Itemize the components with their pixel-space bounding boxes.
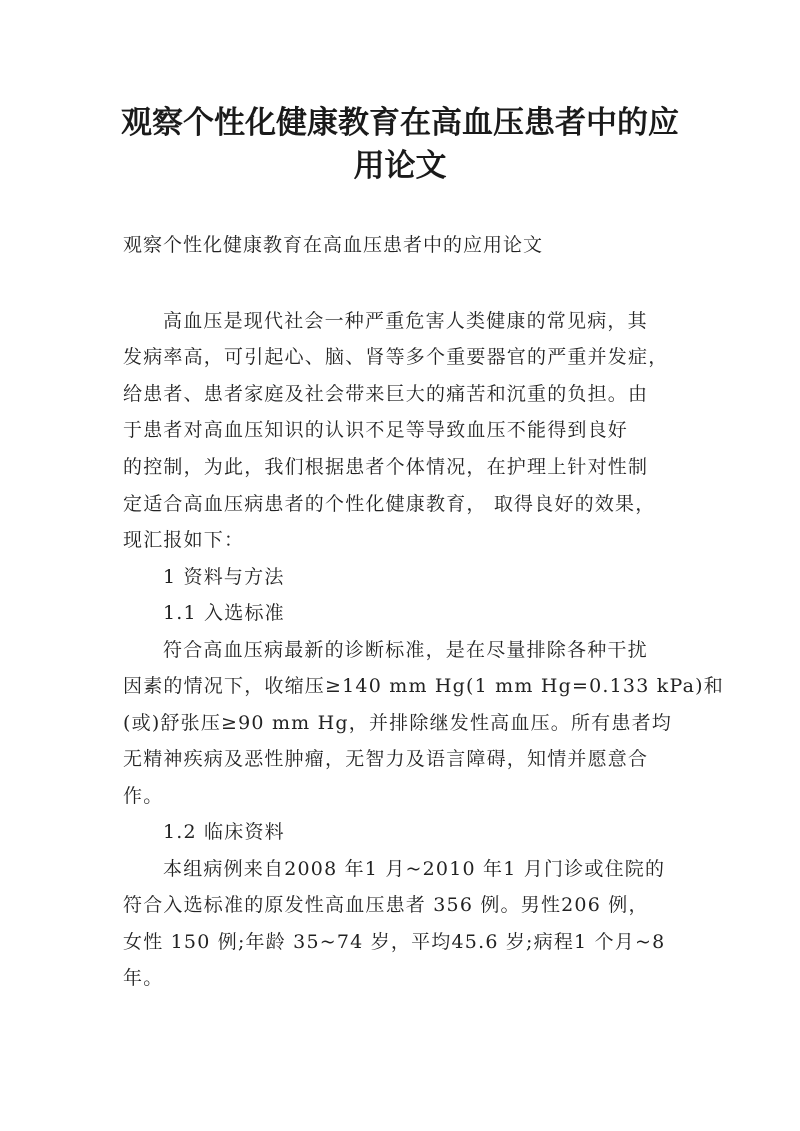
paragraph-line: 定适合高血压病患者的个性化健康教育， 取得良好的效果，: [123, 493, 656, 515]
paragraph-line: (或)舒张压≥90 mm Hg，并排除继发性高血压。所有患者均: [123, 712, 672, 734]
paragraph-line: 现汇报如下：: [123, 529, 245, 551]
document-subtitle: 观察个性化健康教育在高血压患者中的应用论文: [123, 234, 544, 256]
paragraph-line: 无精神疾病及恶性肿瘤，无智力及语言障碍，知情并愿意合: [123, 748, 649, 770]
subsection-heading: 1.1 入选标准: [163, 602, 285, 624]
paragraph-line: 作。: [123, 785, 164, 807]
paragraph-line: 高血压是现代社会一种严重危害人类健康的常见病，其: [163, 310, 648, 332]
paragraph-line: 女性 150 例;年龄 35~74 岁，平均45.6 岁;病程1 个月~8: [123, 931, 666, 953]
paragraph-line: 发病率高，可引起心、脑、肾等多个重要器官的严重并发症，: [123, 346, 669, 368]
paragraph-line: 的控制，为此，我们根据患者个体情况，在护理上针对性制: [123, 456, 649, 478]
subsection-heading: 1.2 临床资料: [163, 821, 285, 843]
document-title-line-2: 用论文: [353, 148, 447, 184]
paragraph-line: 符合入选标准的原发性高血压患者 356 例。男性206 例，: [123, 894, 649, 916]
paragraph-line: 符合高血压病最新的诊断标准，是在尽量排除各种干扰: [163, 639, 648, 661]
paragraph-line: 于患者对高血压知识的认识不足等导致血压不能得到良好: [123, 419, 629, 441]
paragraph-line: 因素的情况下，收缩压≥140 mm Hg(1 mm Hg=0.133 kPa)和: [123, 675, 724, 697]
document-title-line-1: 观察个性化健康教育在高血压患者中的应: [121, 105, 679, 141]
paragraph-line: 给患者、患者家庭及社会带来巨大的痛苦和沉重的负担。由: [123, 383, 649, 405]
section-heading: 1 资料与方法: [163, 566, 285, 588]
paragraph-line: 本组病例来自2008 年1 月~2010 年1 月门诊或住院的: [163, 858, 666, 880]
paragraph-line: 年。: [123, 967, 164, 989]
